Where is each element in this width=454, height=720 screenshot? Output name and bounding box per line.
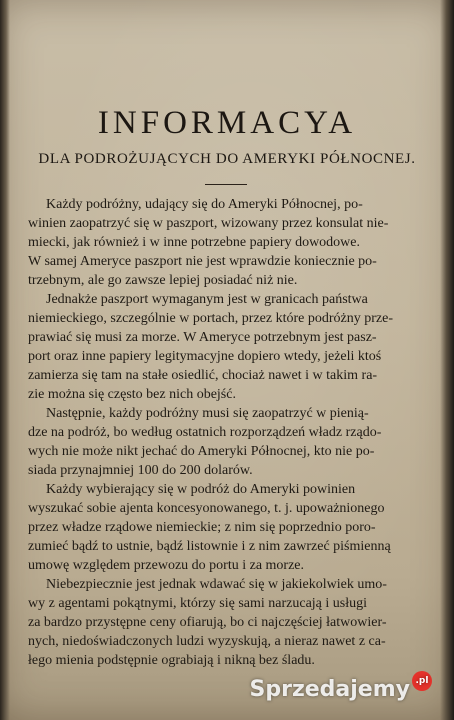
text-line: Każdy wybierający się w podróż do Ameryki powinien [46, 482, 356, 497]
body-text [28, 195, 442, 670]
text-line: Każdy podróżny, udający się do Ameryki Północnej, po- [46, 197, 363, 212]
text-line: niemieckiego, szczególnie w portach, przez które podróżny prze- [28, 311, 393, 326]
text-line: wych nie może nikt jechać do Ameryki Północnej, kto nie po- [28, 444, 375, 459]
text-line: prawiać się musi za morze. W Ameryce potrzebnym jest pasz- [28, 330, 377, 345]
text-line: Niebezpiecznie jest jednak wdawać się w jakiekolwiek umo- [46, 577, 387, 592]
title-divider [205, 184, 247, 185]
text-line: zie można się często bez nich obejść. [28, 387, 236, 402]
text-line: nych, niedoświadczonych ludzi wyzyskują, a nieraz nawet z ca- [28, 634, 386, 649]
text-line: zumieć bądź to ustnie, bądź listownie i z nim zawrzeć piśmienną [28, 539, 391, 554]
text-line: przez władze rządowe niemieckie; z nim się poprzednio poro- [28, 520, 376, 535]
text-line: siada przynajmniej 100 do 200 dolarów. [28, 463, 253, 478]
watermark-badge: .pl [412, 671, 432, 691]
text-line: port oraz inne papiery legitymacyjne dopiero wtedy, jeżeli ktoś [28, 349, 382, 364]
watermark-logo [250, 677, 433, 702]
text-line: trzebnym, ale go zawsze lepiej posiadać niż nie. [28, 273, 298, 288]
text-line: wy z agentami pokątnymi, którzy się sami narzucają i usługi [28, 596, 368, 611]
text-line: wyszukać sobie ajenta koncesyonowanego, t. j. upoważnionego [28, 501, 385, 516]
text-line: miecki, jak również i w inne potrzebne papiery dowodowe. [28, 235, 361, 250]
watermark-text: Sprzedajemy [249, 677, 410, 702]
text-line: W samej Ameryce paszport nie jest wprawdzie koniecznie po- [28, 254, 377, 269]
text-line: łego mienia podstępnie ograbiają i nikną bez śladu. [28, 653, 315, 668]
text-line: dze na podróż, bo według ostatnich rozporządzeń władz rządo- [28, 425, 382, 440]
page-title: INFORMACYA [97, 105, 357, 141]
text-line: winien zaopatrzyć się w paszport, wizowany przez konsulat nie- [28, 216, 389, 231]
text-line: za bardzo przystępne ceny ofiarują, bo ci najczęściej łatwowier- [28, 615, 387, 630]
text-line: Następnie, każdy podróżny musi się zaopatrzyć w pienią- [46, 406, 369, 421]
text-line: umowę względem przewozu do portu i za morze. [28, 558, 305, 573]
page-subtitle: DLA PODROŻUJĄCYCH DO AMERYKI PÓŁNOCNEJ. [38, 151, 416, 167]
text-line: Jednakże paszport wymaganym jest w granicach państwa [46, 292, 368, 307]
text-line: zamierza się tam na stałe osiedlić, chociaż nawet i w takim ra- [28, 368, 378, 383]
